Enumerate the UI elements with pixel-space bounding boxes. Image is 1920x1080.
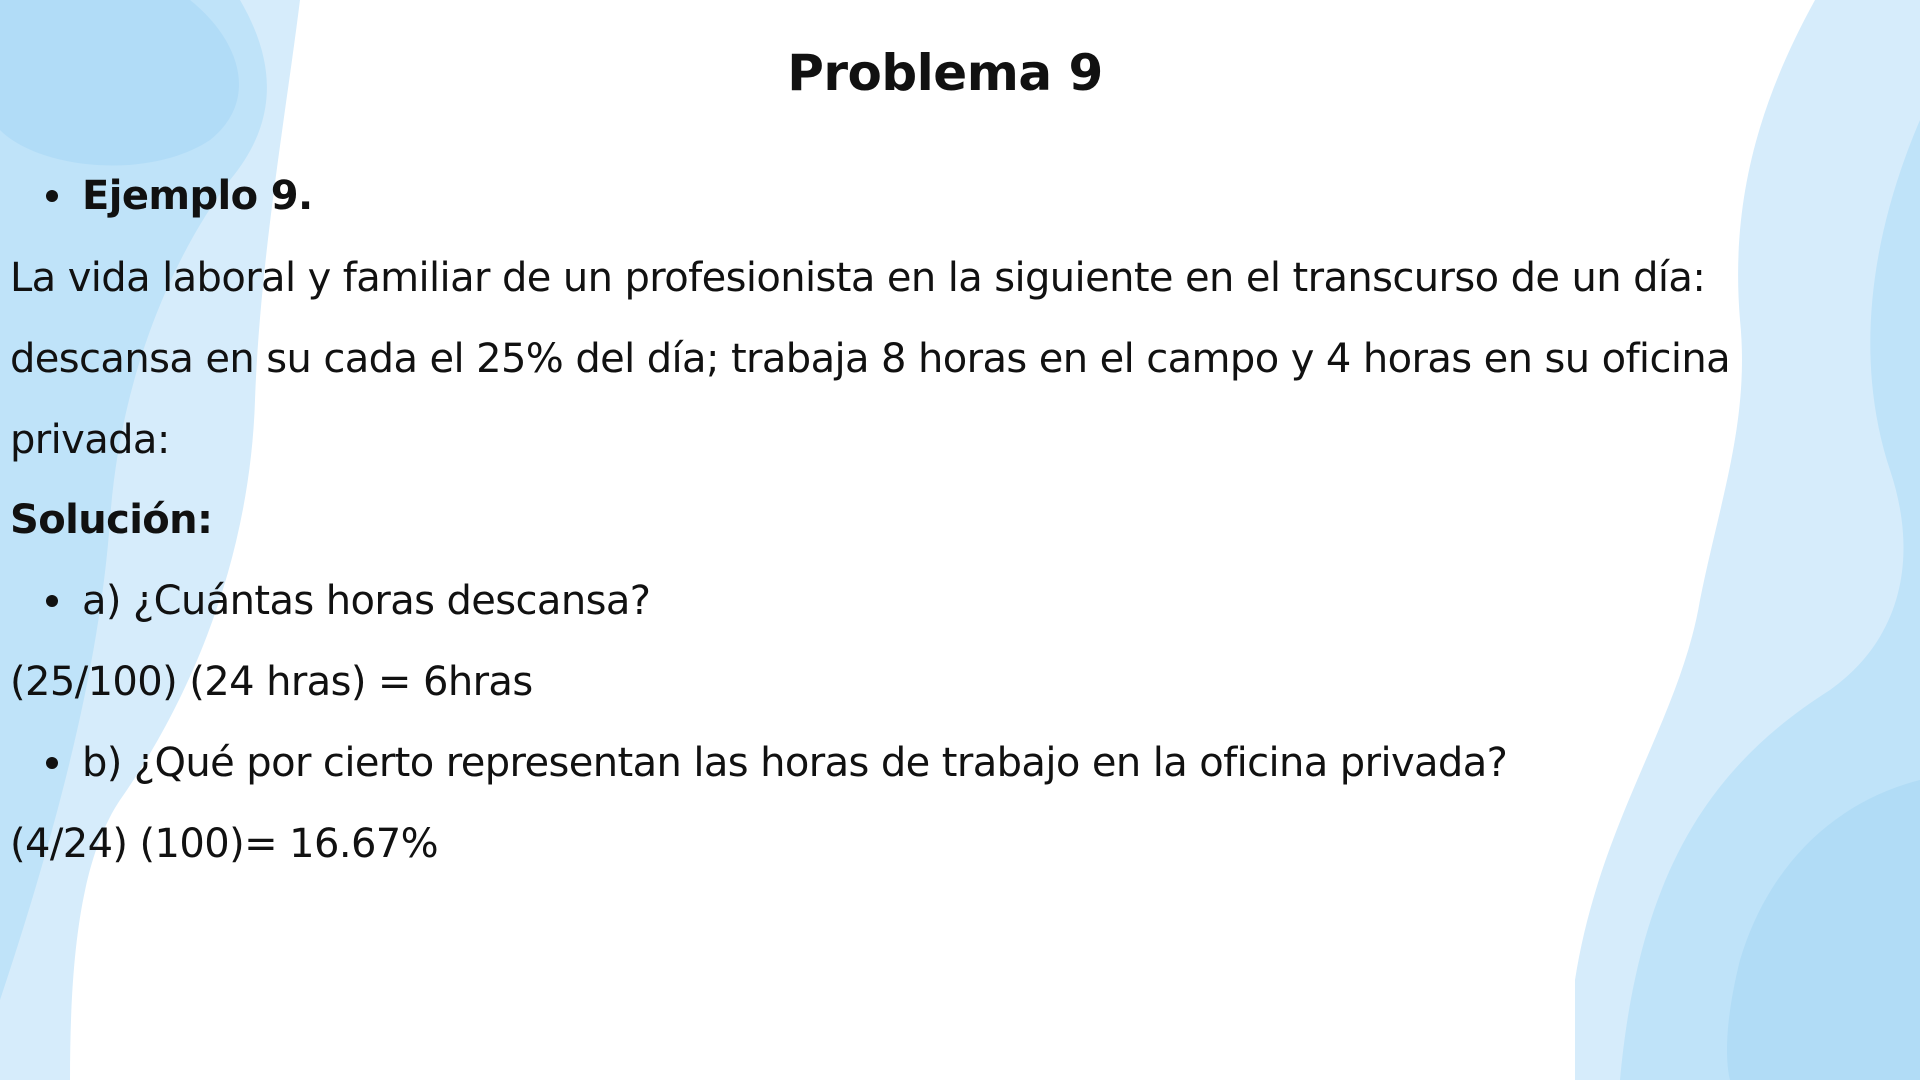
solution-label: Solución: [10,497,213,543]
problem-line-1: La vida laboral y familiar de un profesionista en la siguiente en el transcurso de un día: [10,255,1706,301]
example-heading-item [46,172,313,220]
question-a: a) ¿Cuántas horas descansa? [82,578,651,624]
question-b: b) ¿Qué por cierto representan las horas de trabajo en la oficina privada? [82,740,1508,786]
bullet-icon [46,190,58,202]
problem-line-3: privada: [10,417,170,463]
bullet-icon [46,757,58,769]
example-heading: Ejemplo 9. [82,173,313,219]
question-a-item [46,577,650,625]
answer-b: (4/24) (100)= 16.67% [10,821,439,867]
bullet-icon [46,595,58,607]
slide-title: Problema 9 [787,44,1103,102]
problem-line-2: descansa en su cada el 25% del día; trabaja 8 horas en el campo y 4 horas en su oficina [10,336,1731,382]
question-b-item [46,739,1507,787]
answer-a: (25/100) (24 hras) = 6hras [10,659,533,705]
